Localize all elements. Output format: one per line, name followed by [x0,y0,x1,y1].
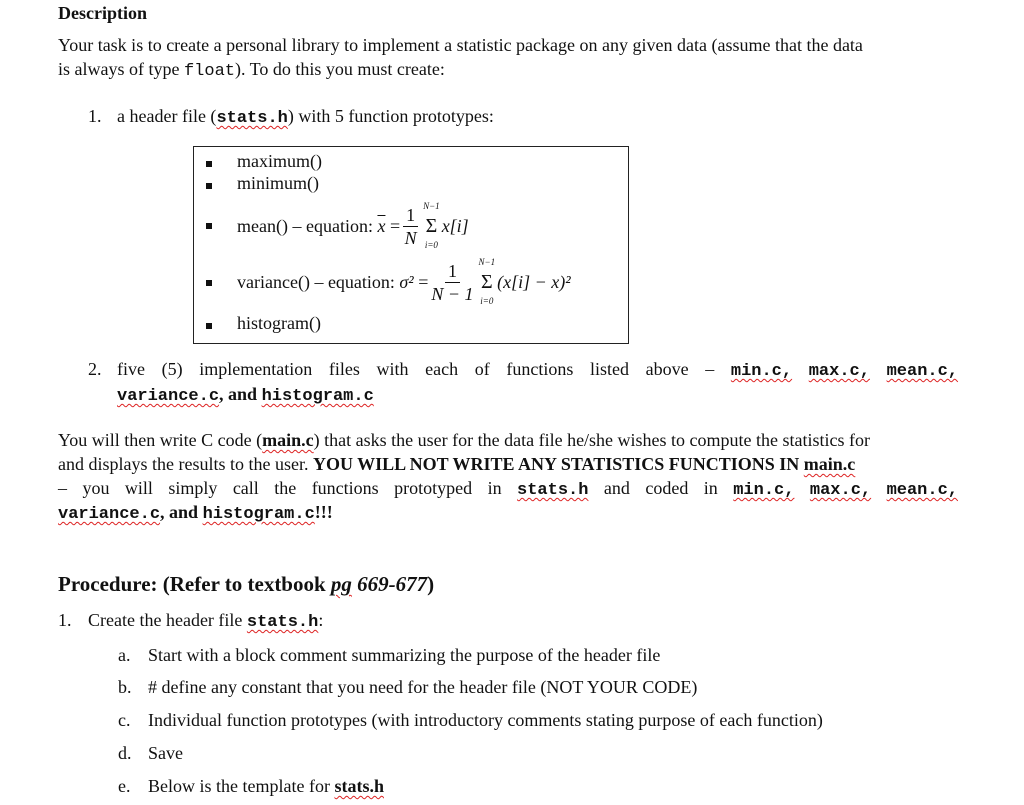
lower-limit: i=0 [480,296,494,306]
sigma: Σ [425,215,438,237]
step-1-text [88,610,323,632]
fraction [431,260,473,305]
text: ) [427,572,435,596]
denominator: N [404,227,417,248]
code-variance-c: variance.c [58,505,161,524]
page-range: 669-677 [351,572,428,596]
bullet-icon [206,323,212,329]
sub-a-letter: a. [118,645,131,665]
text: and displays the results to the user. [58,454,313,474]
text: You will then write C code ( [58,430,263,450]
para-line-2 [58,454,855,475]
text: Below is the template for [148,776,335,796]
bullet-icon [206,280,212,286]
sub-e-text [148,776,384,797]
variance-term: (x[i] − x)² [497,271,571,292]
sub-a-text: Start with a block comment summarizing the purpose of the header file [148,645,661,665]
mean-equation-line: mean() – equation: $\overline{x}$ = $\frac{1}{N}$ N−1 Σ i=0 x[i] [237,201,469,250]
code-stats-h: stats.h [517,481,589,500]
text: Create the header file [88,610,247,630]
intro-line-1: Your task is to create a personal library to implement a statistic package on any given data (assume that the data [58,35,863,55]
function-list-box [193,146,629,344]
sub-b-letter: b. [118,677,132,697]
text: ) with 5 function prototypes: [287,106,494,126]
summation-icon [479,257,496,307]
para-line-1 [58,430,870,451]
intro-line-2 [58,59,445,81]
lower-limit: i=0 [424,240,438,250]
step-1-number: 1. [58,610,72,630]
text: , and [219,384,262,404]
sub-c-text: Individual function prototypes (with introductory comments stating purpose of each function) [148,710,823,730]
sigma: Σ [480,271,493,293]
sub-b-text: # define any constant that you need for the header file (NOT YOUR CODE) [148,677,698,697]
numerator: 1 [403,204,418,227]
main-c: main.c [262,430,314,450]
item-1-number: 1. [88,106,102,126]
function-histogram: histogram() [237,313,321,333]
text: and coded in [588,478,734,498]
para-line-3 [58,478,958,500]
text: five (5) implementation files with each of functions listed above – [117,359,731,379]
text: Procedure: (Refer to textbook [58,572,331,596]
sub-d-letter: d. [118,743,132,763]
bullet-icon [206,223,212,229]
text: : [318,610,324,630]
text: is always of type [58,59,184,79]
upper-limit: N−1 [423,201,440,211]
code-min-c: min.c, [730,362,793,381]
code-histogram-c: histogram.c [261,387,374,406]
upper-limit: N−1 [478,257,496,267]
function-minimum: minimum() [237,173,319,193]
item-1-text [117,106,494,128]
procedure-heading [58,572,434,597]
sub-d-text: Save [148,743,183,763]
item-2-line-2 [117,384,374,406]
code-float: float [183,62,235,81]
code-max-c: max.c, [809,481,872,500]
denominator: N − 1 [431,283,474,304]
code-stats-h: stats.h [216,109,288,128]
bullet-icon [206,161,212,167]
code-variance-c: variance.c [117,387,220,406]
code-mean-c: mean.c, [886,362,959,381]
main-c: main.c [803,454,856,474]
text: – you will simply call the functions prototyped in [58,478,518,498]
item-2-number: 2. [88,359,102,379]
sub-e-letter: e. [118,776,131,796]
item-2-line-1 [117,359,958,381]
sigma-squared: σ² [399,271,414,292]
x-bar: $\overline{x}$ [377,215,386,236]
text: !!! [314,502,333,522]
description-heading: Description [58,3,147,23]
numerator: 1 [445,260,460,283]
bullet-icon [206,183,212,189]
code-mean-c: mean.c, [886,481,958,500]
text: a header file ( [117,106,217,126]
warning-text: YOU WILL NOT WRITE ANY STATISTICS FUNCTIONS IN [312,454,804,474]
code-max-c: max.c, [808,362,870,381]
variance-equation-line: variance() – equation: σ² = $\frac{1}{N - 1}$ N−1 Σ i=0 (x[i] − x)² [237,257,571,306]
para-line-4 [58,502,333,524]
stats-h: stats.h [334,776,384,796]
fraction [403,204,418,249]
code-min-c: min.c, [733,481,795,500]
code-stats-h: stats.h [246,613,319,632]
summation-icon [423,201,440,251]
function-mean: mean() – equation: [237,215,373,236]
mean-term: x[i] [441,215,469,236]
function-variance: variance() – equation: [237,271,395,292]
code-histogram-c: histogram.c [202,505,315,524]
sub-c-letter: c. [118,710,131,730]
text: , and [160,502,203,522]
text: ) that asks the user for the data file he/she wishes to compute the statistics for [313,430,871,450]
text: pg [330,572,352,596]
function-maximum: maximum() [237,151,322,171]
text: ). To do this you must create: [235,59,445,79]
